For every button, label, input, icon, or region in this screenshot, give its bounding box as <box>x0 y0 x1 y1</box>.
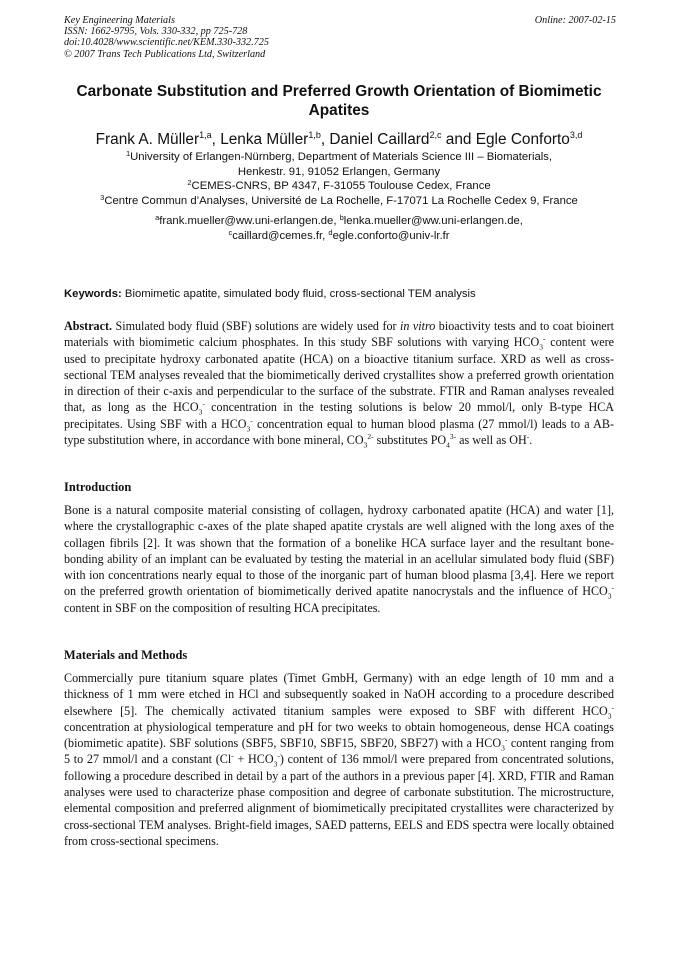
author-sup: 2,c <box>429 130 442 140</box>
affiliation-sup: 1 <box>125 149 131 158</box>
affiliation-1-line2: Henkestr. 91, 91052 Erlangen, Germany <box>237 165 441 178</box>
email-sup: a <box>155 213 160 222</box>
chem-sub: 3 <box>501 743 505 753</box>
online-date: Online: 2007-02-15 <box>534 15 616 26</box>
paragraph-text: content ranging from 5 to 27 mmol/l and a constant (Cl <box>64 736 614 767</box>
keywords-label: Keywords: <box>64 288 122 300</box>
affiliation-1 <box>30 150 648 165</box>
chem-sup: 2- <box>367 432 374 442</box>
abstract-text: Simulated body fluid (SBF) solutions are widely used for <box>112 319 401 333</box>
journal-header <box>64 15 616 60</box>
chem-sup: - <box>250 415 253 425</box>
email-line-2 <box>30 229 648 244</box>
affiliation-text: Centre Commun d’Analyses, Université de La Rochelle, F-17071 La Rochelle Cedex 9, France <box>104 194 578 207</box>
keywords <box>64 287 616 301</box>
chem-sup: - <box>202 399 205 409</box>
email-list <box>30 214 648 243</box>
keywords-text: Biomimetic apatite, simulated body fluid, cross-sectional TEM analysis <box>121 288 476 300</box>
abstract-text: content were used to precipitate hydroxy carbonated apatite (HCA) on a bioactive titanium surface. XRD as well as cross-sectional TEM analyses revealed that the biomimetically derived crystallites show a preferred growth orientation in direction of their c-axis and perpendicular to the surface of the substrate. FTIR and Raman analyses revealed that, as long as the HCO <box>64 335 615 415</box>
paragraph-text: concentration at physiological temperature and pH for two weeks to obtain homogeneous, dense HCA coatings (biomimetic apatite). SBF solutions (SBF5, SBF10, SBF15, SBF20, SBF27) with a HCO <box>64 719 614 751</box>
affiliation-text: University of Erlangen-Nürnberg, Department of Materials Science III – Biomaterials, <box>130 151 553 163</box>
chem-sup: - <box>504 735 508 745</box>
abstract <box>64 318 614 448</box>
abstract-label: Abstract. <box>64 319 113 333</box>
email-sup: d <box>328 227 333 237</box>
paper-title: Carbonate Substitution and Preferred Growth Orientation of Biomimetic Apatites <box>76 83 602 119</box>
chem-sub: 3 <box>246 424 251 434</box>
author-sup: 3,d <box>569 130 583 140</box>
email-sup: b <box>339 213 344 222</box>
chem-sub: 3 <box>273 759 278 769</box>
paragraph-text: ) content of 136 mmol/l were prepared from concentrated solutions, following a procedure described in detail by a part of the authors in a previous paper [4]. XRD, FTIR and Raman analyses were used to characterize phase composition and degree of carbonate substitution. The microstructure, elemental composition and preferred alignment of biomimetically precipitated crystallites were characterized by cross-sectional TEM analyses. Bright-field images, SAED patterns, EELS and EDS spectra were locally obtained from cross-sectional specimens. <box>64 752 614 848</box>
chem-sub: 3 <box>198 407 203 417</box>
email-line-1 <box>30 214 648 229</box>
author-separator: , <box>320 131 330 148</box>
paragraph-text: Commercially pure titanium square plates (Timet GmbH, Germany) with an edge length of 10 mm and a thickness of 1 mm were etched in HCl and subsequently soaked in NaOH according to a procedure described elsewhere [5]. The chemically activated titanium samples were exposed to SBF with different HCO <box>64 671 614 718</box>
methods-paragraph <box>64 670 614 849</box>
author-list <box>40 131 638 149</box>
affiliations <box>30 150 648 208</box>
abstract-text: concentration in the testing solutions is below 20 mmol/l, only B-type HCA precipitates. Using SBF with a HCO <box>64 400 614 431</box>
chem-sup: - <box>277 751 280 761</box>
author-separator: , <box>211 131 221 148</box>
chem-sup: - <box>543 334 546 344</box>
email-link[interactable]: frank.mueller@ww.uni-erlangen.de, <box>159 215 340 227</box>
section-heading-introduction: Introduction <box>64 480 132 494</box>
paragraph-text: content in SBF on the composition of resulting HCA precipitates. <box>64 600 381 615</box>
abstract-text: concentration equal to human blood plasma (27 mmol/l) leads to a AB-type substitution where, in accordance with bone mineral, CO <box>64 416 614 448</box>
paragraph-text: Bone is a natural composite material consisting of collagen, hydroxy carbonated apatite (HCA) and water [1], where the crystallographic c-axes of the plate shaped apatite crystals are well aligned with the long axes of the collagen fibrils [2]. It was shown that the formation of a bonelike HCA surface layer and the resultant bone-bonding ability of an implant can be evaluated by testing the material in an acellular simulated body fluid (SBF) with ion concentrations nearly equal to those of the inorganic part of human blood plasma [3,4]. Here we report on the preferred growth orientation of biomimetically derived apatite nanocrystals and the influence of HCO <box>64 503 614 599</box>
chem-sup: - <box>231 751 234 761</box>
chem-sup: - <box>526 432 530 442</box>
chem-sub: 3 <box>607 711 612 720</box>
affiliation-sup: 2 <box>187 178 192 188</box>
affiliation-text: CEMES-CNRS, BP 4347, F-31055 Toulouse Cedex, France <box>191 180 491 193</box>
journal-name: Key Engineering Materials <box>64 15 175 26</box>
chem-sup: - <box>611 583 614 593</box>
chem-sub: 3 <box>363 440 368 450</box>
affiliation-3 <box>30 194 648 209</box>
abstract-text: as well as OH <box>456 433 527 448</box>
abstract-text: bioactivity tests and to coat bioinert materials with biomimetic calcium phosphates. In this study SBF solutions with varying HCO <box>64 319 614 350</box>
issn-line: ISSN: 1662-9795, Vols. 330-332, pp 725-728 <box>64 26 248 38</box>
affiliation-2 <box>30 179 648 194</box>
abstract-text: . <box>529 433 533 448</box>
abstract-italic: in vitro <box>400 319 436 333</box>
email-link[interactable]: lenka.mueller@ww.uni-erlangen.de, <box>343 215 523 227</box>
paragraph-text: + HCO <box>233 752 274 767</box>
copyright-line: © 2007 Trans Tech Publications Ltd, Switzerland <box>64 48 266 60</box>
doi-line: doi:10.4028/www.scientific.net/KEM.330-332.725 <box>64 37 269 49</box>
chem-sup: 3- <box>449 432 457 442</box>
author-name: Daniel Caillard <box>329 131 430 148</box>
email-sup: c <box>228 227 233 237</box>
email-link[interactable]: egle.conforto@univ-lr.fr <box>332 229 450 242</box>
section-heading-methods: Materials and Methods <box>64 648 188 662</box>
author-name: Frank A. Müller <box>95 131 200 148</box>
introduction-paragraph <box>64 502 614 616</box>
email-link[interactable]: caillard@cemes.fr, <box>232 229 329 242</box>
affiliation-sup: 3 <box>100 192 105 202</box>
abstract-text: substitutes PO <box>373 433 447 448</box>
chem-sub: 3 <box>607 591 612 601</box>
author-separator: and <box>441 131 476 148</box>
chem-sub: 3 <box>539 342 544 352</box>
chem-sub: 4 <box>446 440 450 450</box>
author-name: Lenka Müller <box>220 131 309 148</box>
author-name: Egle Conforto <box>475 131 570 148</box>
chem-sup: - <box>611 702 614 712</box>
author-sup: 1,a <box>199 130 212 140</box>
author-sup: 1,b <box>308 130 321 140</box>
